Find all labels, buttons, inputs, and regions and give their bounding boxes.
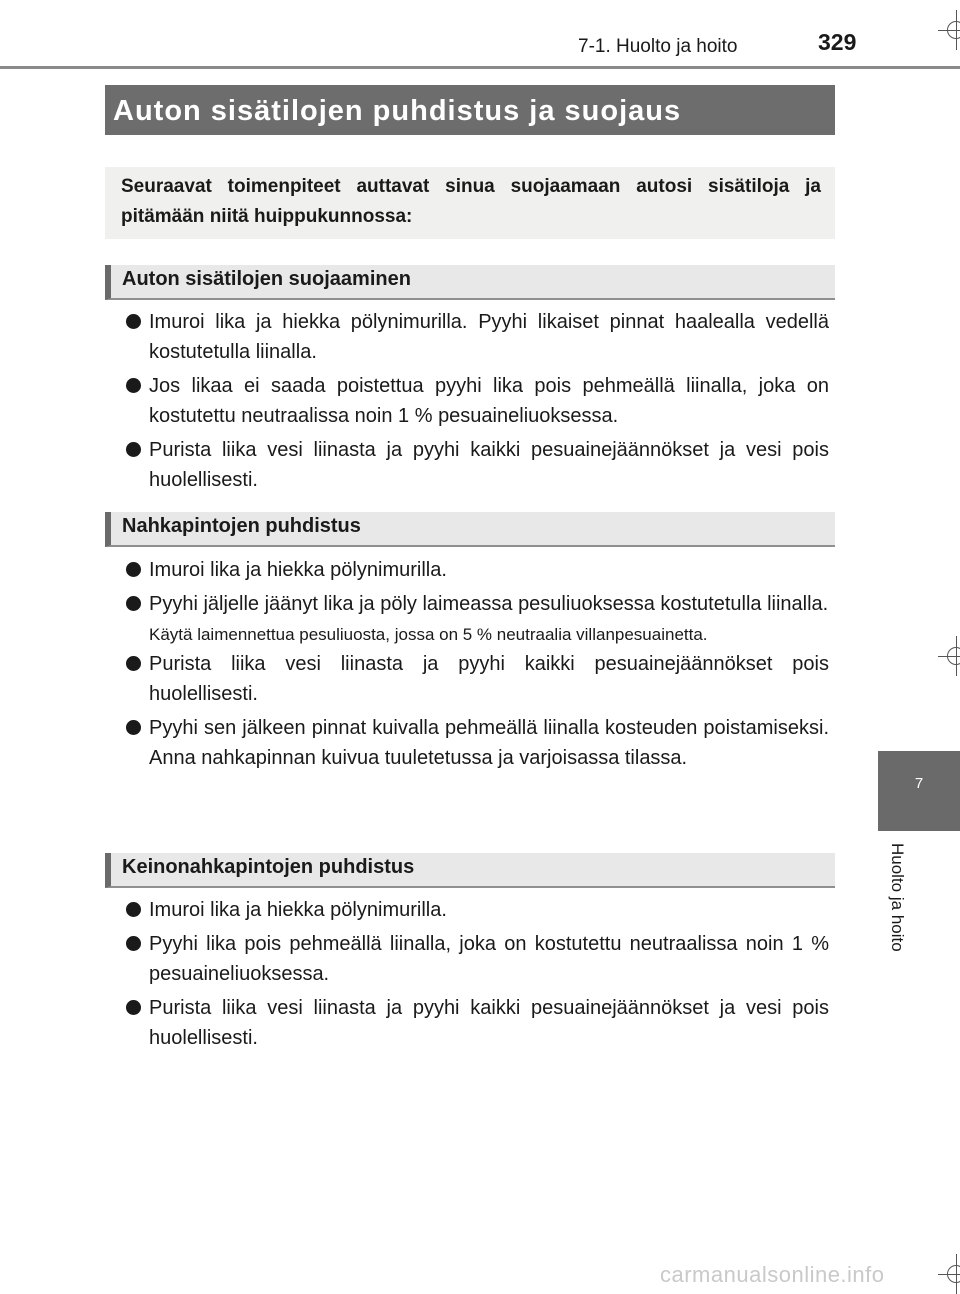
bullet-dot-icon xyxy=(126,442,141,457)
list-item: Pyyhi jäljelle jäänyt lika ja pöly laimeassa pesuliuoksessa kostutetulla liinalla. xyxy=(126,589,829,619)
bullet-dot-icon xyxy=(126,936,141,951)
bullet-list-synthetic-leather xyxy=(126,895,829,1057)
section-heading-leather: Nahkapintojen puhdistus xyxy=(105,512,835,547)
section-heading-protection: Auton sisätilojen suojaaminen xyxy=(105,265,835,300)
running-header-section: 7-1. Huolto ja hoito xyxy=(578,36,738,57)
bullet-list-protection xyxy=(126,307,829,499)
chapter-tab-label: Huolto ja hoito xyxy=(888,843,907,952)
bullet-dot-icon xyxy=(126,562,141,577)
registration-mark-bottom xyxy=(938,1254,960,1294)
list-item: Purista liika vesi liinasta ja pyyhi kaikki pesuainejäännökset ja vesi pois huolellisesti. xyxy=(126,435,829,495)
bullet-list-leather xyxy=(126,555,829,777)
page-number: 329 xyxy=(818,29,857,55)
note-text: Käytä laimennettua pesuliuosta, jossa on 5 % neutraalia villanpesuainetta. xyxy=(149,625,708,644)
bullet-dot-icon xyxy=(126,656,141,671)
section-heading-synthetic-leather: Keinonahkapintojen puhdistus xyxy=(105,853,835,888)
bullet-dot-icon xyxy=(126,596,141,611)
header-rule xyxy=(0,66,960,69)
bullet-dot-icon xyxy=(126,902,141,917)
list-item: Imuroi lika ja hiekka pölynimurilla. Pyyhi likaiset pinnat haalealla vedellä kostutetulla liinalla. xyxy=(126,307,829,367)
intro-box: Seuraavat toimenpiteet auttavat sinua suojaamaan autosi sisätiloja ja pitämään niitä huippukunnossa: xyxy=(105,167,835,239)
bullet-dot-icon xyxy=(126,314,141,329)
bullet-dot-icon xyxy=(126,1000,141,1015)
list-item: Imuroi lika ja hiekka pölynimurilla. xyxy=(126,895,829,925)
chapter-tab: 7 xyxy=(878,751,960,831)
registration-mark-top xyxy=(938,10,960,50)
bullet-dot-icon xyxy=(126,720,141,735)
list-item: Imuroi lika ja hiekka pölynimurilla. xyxy=(126,555,829,585)
list-item: Purista liika vesi liinasta ja pyyhi kaikki pesuainejäännökset pois huolellisesti. xyxy=(126,649,829,709)
list-item: Purista liika vesi liinasta ja pyyhi kaikki pesuainejäännökset ja vesi pois huolellisesti. xyxy=(126,993,829,1053)
bullet-dot-icon xyxy=(126,378,141,393)
watermark: carmanualsonline.info xyxy=(660,1262,885,1287)
list-item: Jos likaa ei saada poistettua pyyhi lika pois pehmeällä liinalla, joka on kostutettu neutraalissa noin 1 % pesuaineliuoksessa. xyxy=(126,371,829,431)
page-title: Auton sisätilojen puhdistus ja suojaus xyxy=(105,85,835,135)
registration-mark-middle xyxy=(938,636,960,676)
list-item: Pyyhi lika pois pehmeällä liinalla, joka on kostutettu neutraalissa noin 1 % pesuaineliuoksessa. xyxy=(126,929,829,989)
list-item: Pyyhi sen jälkeen pinnat kuivalla pehmeällä liinalla kosteuden poistamiseksi. Anna nahkapinnan kuivua tuuletetussa ja varjoisassa tilassa. xyxy=(126,713,829,773)
